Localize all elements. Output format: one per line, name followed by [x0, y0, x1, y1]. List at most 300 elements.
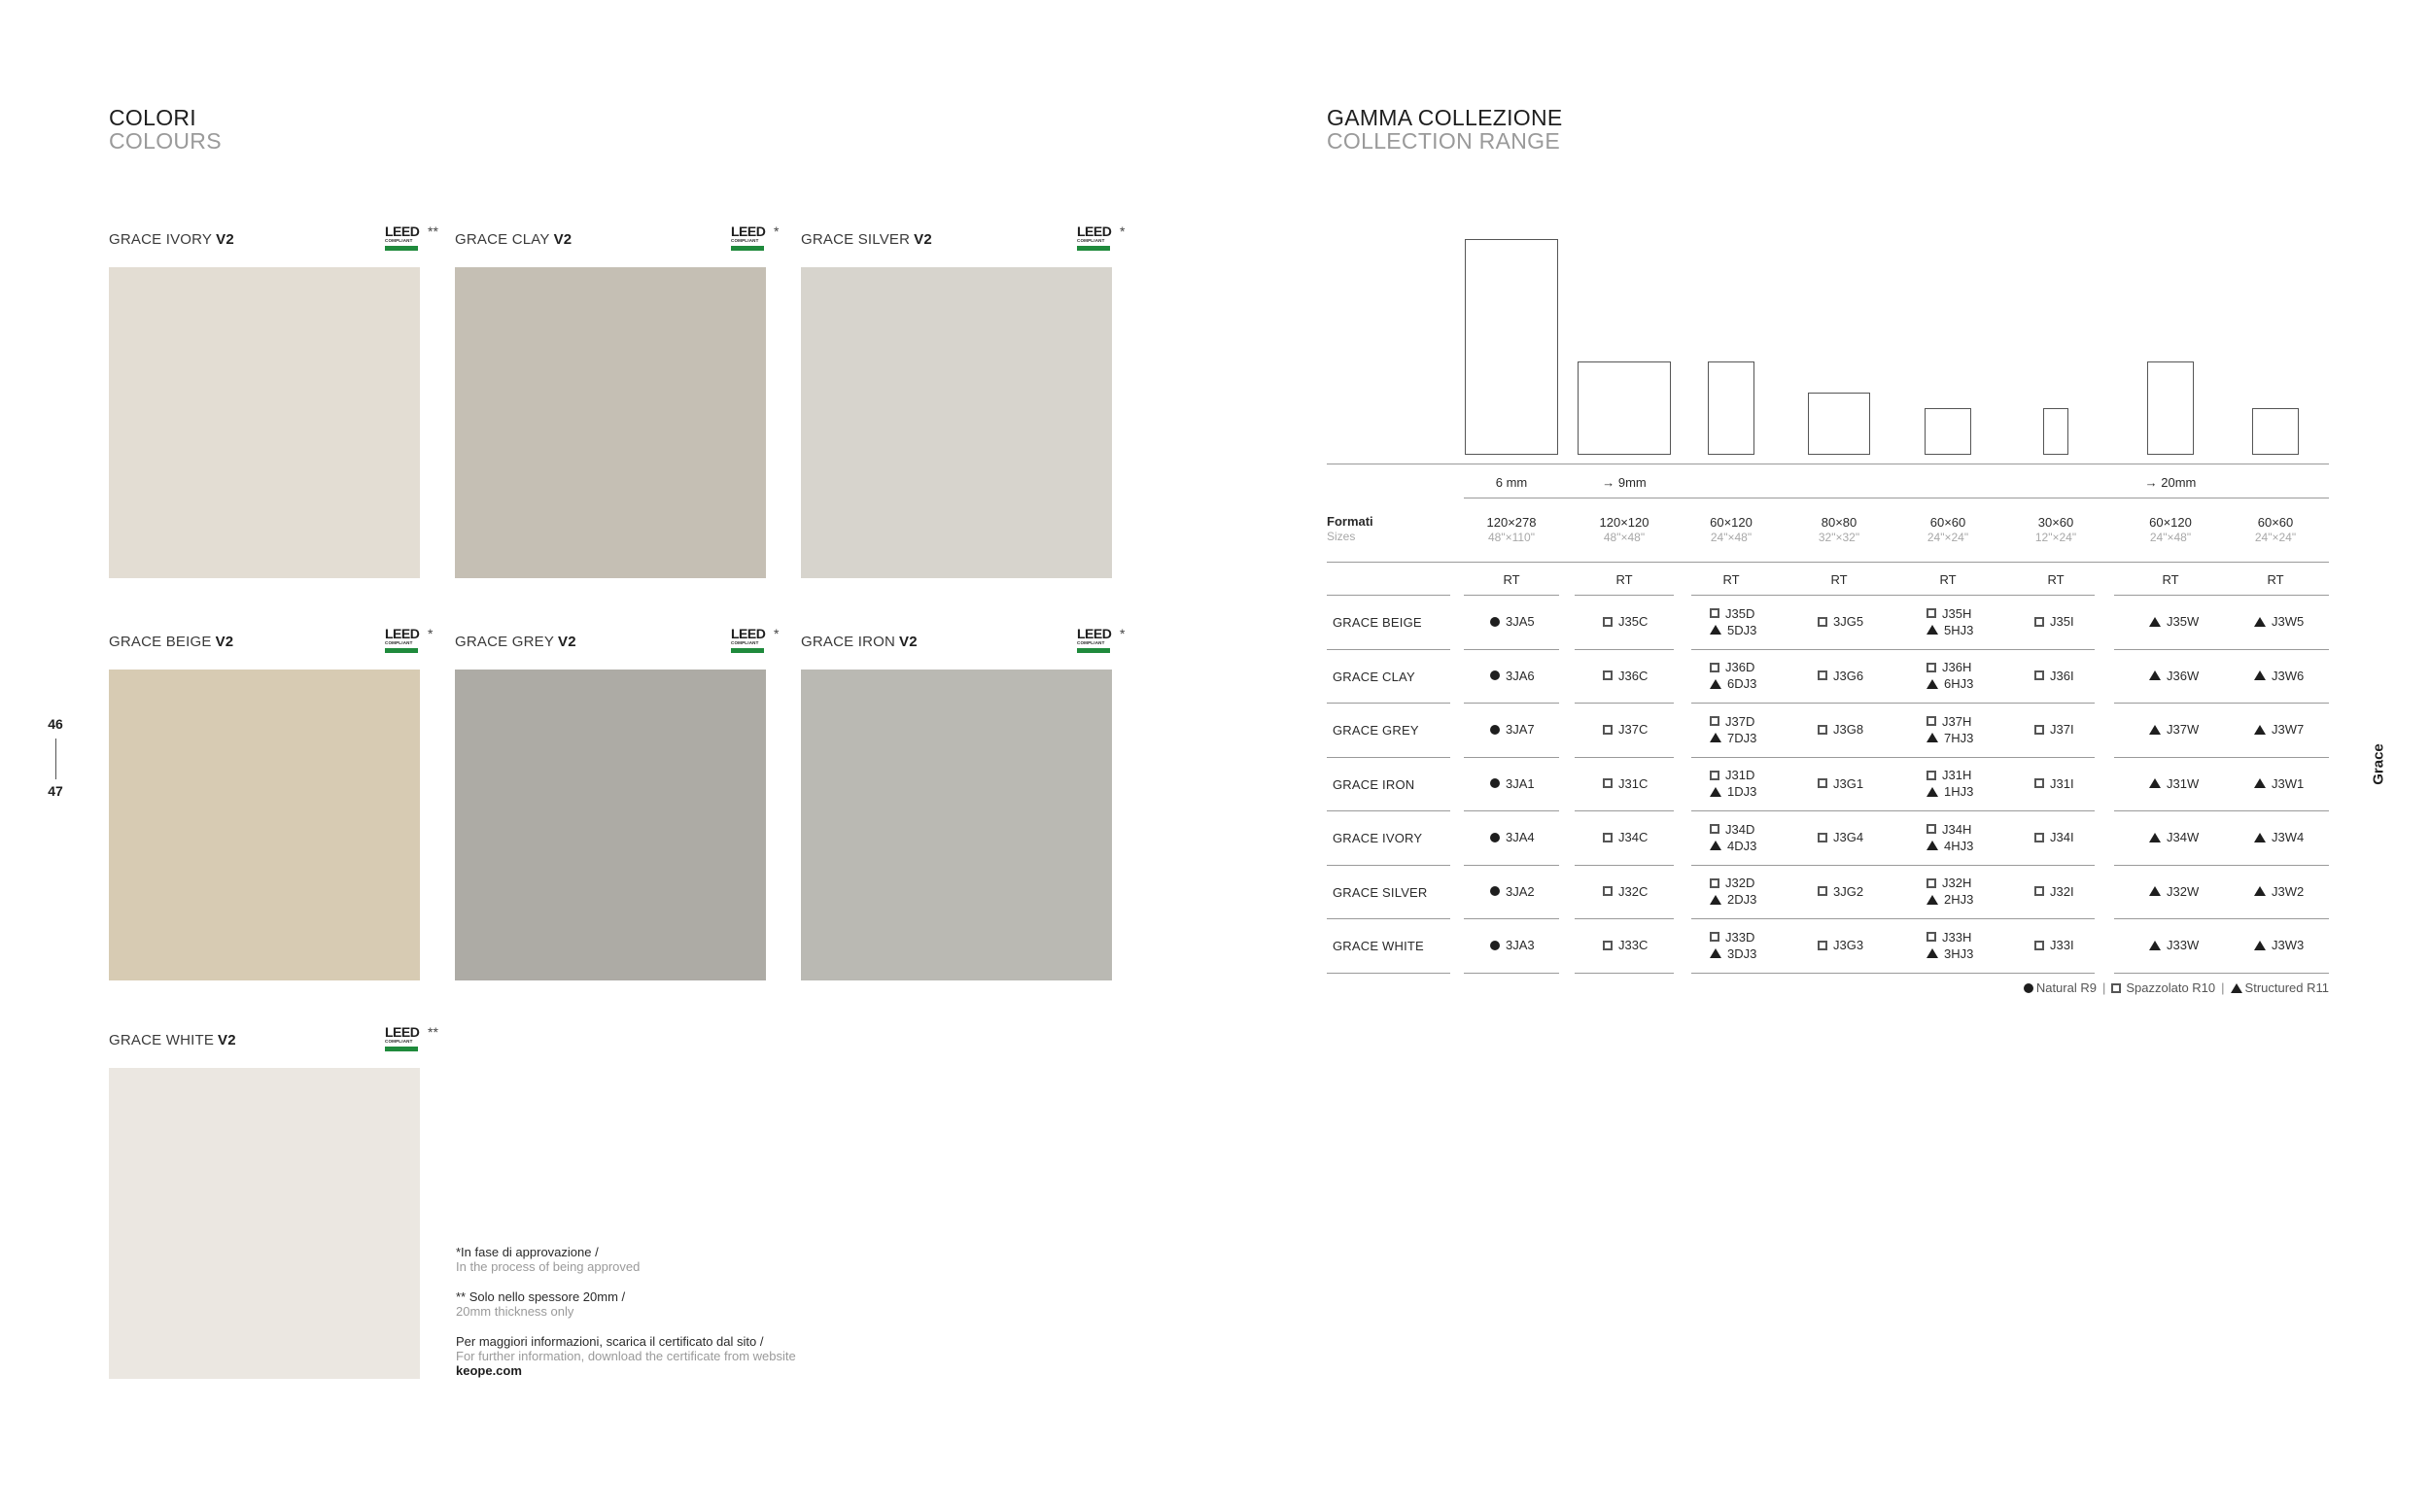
product-code-cell	[1710, 812, 1756, 863]
swatch-name: GRACE CLAY	[455, 231, 550, 248]
product-code-text: 2DJ3	[1727, 892, 1757, 908]
product-code-cell	[1927, 920, 1973, 971]
format-shape	[1578, 361, 1671, 455]
spazzolato-square-icon	[1603, 833, 1613, 842]
product-code-text: 3DJ3	[1727, 945, 1757, 961]
format-finish: RT	[1722, 572, 1740, 587]
product-code-text: J34I	[2050, 830, 2074, 845]
structured-triangle-icon	[2254, 670, 2266, 680]
product-code	[1927, 767, 1973, 783]
product-code-cell	[1490, 867, 1535, 917]
thickness-9mm: → 9mm	[1602, 475, 1647, 490]
product-code-text: 3JA2	[1506, 883, 1535, 899]
product-code-cell	[1818, 704, 1863, 755]
format-size-inch: 32"×32"	[1818, 531, 1860, 544]
product-code	[1818, 668, 1863, 684]
leed-word: LEED	[1077, 223, 1112, 239]
product-code-cell	[1490, 704, 1535, 755]
leed-compliant: COMPLIANT	[385, 238, 413, 243]
table-rule	[1327, 918, 1450, 919]
format-shape	[2147, 361, 2194, 455]
product-code	[1490, 883, 1535, 900]
format-finish: RT	[1939, 572, 1957, 587]
product-code-text: J35W	[2167, 614, 2200, 630]
spazzolato-square-icon	[1927, 824, 1936, 834]
thickness-6mm: 6 mm	[1495, 475, 1528, 490]
product-code-text: J33H	[1942, 929, 1972, 945]
structured-triangle-icon	[2149, 778, 2161, 788]
product-code-text: 7HJ3	[1944, 730, 1974, 745]
product-code	[1490, 775, 1535, 792]
product-code-text: J3W5	[2272, 614, 2305, 630]
format-shape	[1808, 393, 1870, 455]
product-code	[1818, 883, 1863, 900]
spazzolato-square-icon	[1603, 941, 1613, 950]
product-code	[1603, 937, 1648, 953]
note-approval-it: *In fase di approvazione /	[456, 1245, 599, 1259]
format-finish: RT	[2162, 572, 2179, 587]
spazzolato-square-icon	[1710, 932, 1719, 942]
product-code-text: J34W	[2167, 830, 2200, 845]
product-code-text: J3W3	[2272, 938, 2305, 953]
spazzolato-square-icon	[2034, 725, 2044, 735]
product-code	[1710, 622, 1756, 638]
product-code-text: J35C	[1618, 614, 1649, 630]
product-code-text: 3JA3	[1506, 938, 1535, 953]
row-collection-name: GRACE BEIGE	[1333, 615, 1422, 630]
product-code-cell	[1490, 651, 1535, 702]
table-rule	[1691, 865, 2095, 866]
product-code-cell	[1818, 867, 1863, 917]
product-code	[2149, 937, 2199, 953]
spazzolato-square-icon	[1603, 778, 1613, 788]
structured-triangle-icon	[1927, 679, 1938, 689]
product-code	[1710, 875, 1756, 891]
structured-triangle-icon	[2149, 886, 2161, 896]
product-code-text: J3W6	[2272, 668, 2305, 683]
leed-bar	[385, 246, 418, 251]
swatch-tile	[109, 1068, 420, 1379]
swatch-version: V2	[914, 231, 932, 248]
product-code	[1818, 775, 1863, 792]
leed-badge	[731, 225, 766, 251]
product-code-text: J3G8	[1833, 722, 1864, 738]
table-rule	[2114, 757, 2329, 758]
spazzolato-square-icon	[1818, 833, 1827, 842]
legend-structured: Structured R11	[2244, 980, 2329, 995]
product-code	[1927, 821, 1973, 838]
product-code-cell	[2254, 867, 2304, 917]
row-collection-name: GRACE CLAY	[1333, 669, 1415, 684]
product-code-text: 3JA1	[1506, 775, 1535, 791]
product-code-cell	[1927, 867, 1973, 917]
structured-triangle-icon	[2149, 941, 2161, 950]
product-code-cell	[2034, 704, 2074, 755]
product-code-cell	[2149, 812, 2199, 863]
product-code-text: J32C	[1618, 883, 1649, 899]
product-code-cell	[1927, 812, 1973, 863]
product-code-cell	[2149, 651, 2199, 702]
product-code	[1927, 945, 1973, 962]
table-rule	[2114, 973, 2329, 974]
spazzolato-square-icon	[2111, 983, 2121, 993]
product-code-text: J34C	[1618, 830, 1649, 845]
note-thickness-en: 20mm thickness only	[456, 1304, 574, 1319]
leed-badge	[385, 225, 420, 251]
leed-note-marker: *	[1120, 223, 1126, 239]
product-code-cell	[1603, 812, 1648, 863]
product-code	[1818, 829, 1863, 845]
product-code	[1927, 929, 1973, 945]
leed-compliant: COMPLIANT	[1077, 640, 1105, 645]
product-code-text: 3JA6	[1506, 668, 1535, 683]
product-code-text: 2HJ3	[1944, 892, 1974, 908]
natural-dot-icon	[1490, 833, 1500, 842]
product-code	[1818, 613, 1863, 630]
leed-badge	[731, 628, 766, 653]
spazzolato-square-icon	[1710, 608, 1719, 618]
product-code	[2254, 775, 2304, 792]
spazzolato-square-icon	[2034, 833, 2044, 842]
product-code	[2254, 721, 2304, 738]
table-rule	[1327, 757, 1450, 758]
range-title: GAMMA COLLEZIONE	[1327, 105, 1563, 130]
product-code	[2254, 829, 2304, 845]
product-code-text: J33D	[1725, 929, 1755, 945]
product-code	[1927, 875, 1973, 891]
website-link[interactable]: keope.com	[456, 1363, 522, 1378]
product-code-cell	[2034, 651, 2074, 702]
product-code	[1603, 829, 1648, 845]
note-thickness-it: ** Solo nello spessore 20mm /	[456, 1289, 626, 1304]
swatch-name: GRACE WHITE	[109, 1032, 215, 1048]
product-code-text: J3G3	[1833, 938, 1864, 953]
swatch-tile	[455, 267, 766, 578]
product-code	[2149, 613, 2199, 630]
leed-word: LEED	[385, 223, 420, 239]
product-code-text: J37W	[2167, 722, 2200, 738]
product-code-text: J32H	[1942, 876, 1972, 891]
product-code	[1710, 730, 1756, 746]
spazzolato-square-icon	[1927, 608, 1936, 618]
product-code-cell	[1818, 597, 1863, 647]
product-code-cell	[2034, 867, 2074, 917]
product-code-text: J35H	[1942, 605, 1972, 621]
product-code	[1603, 883, 1648, 900]
table-rule	[1327, 865, 1450, 866]
structured-triangle-icon	[2254, 833, 2266, 842]
product-code-text: J32D	[1725, 876, 1755, 891]
product-code-text: 3JA7	[1506, 722, 1535, 738]
spazzolato-square-icon	[1927, 878, 1936, 888]
product-code-cell	[1818, 920, 1863, 971]
product-code	[1927, 713, 1973, 730]
product-code-cell	[2254, 920, 2304, 971]
product-code	[1818, 721, 1863, 738]
leed-word: LEED	[731, 626, 766, 641]
structured-triangle-icon	[1927, 948, 1938, 958]
structured-triangle-icon	[2254, 778, 2266, 788]
product-code	[1710, 659, 1756, 675]
product-code-text: 5HJ3	[1944, 622, 1974, 637]
note-info-it: Per maggiori informazioni, scarica il certificato dal sito /	[456, 1334, 764, 1349]
product-code-text: J32W	[2167, 883, 2200, 899]
spazzolato-square-icon	[1927, 932, 1936, 942]
spazzolato-square-icon	[1710, 878, 1719, 888]
structured-triangle-icon	[1710, 679, 1721, 689]
spazzolato-square-icon	[1927, 771, 1936, 780]
structured-triangle-icon	[2149, 670, 2161, 680]
leed-badge	[1077, 225, 1112, 251]
format-size-cm: 30×60	[2037, 515, 2074, 530]
page-number-left: 46	[48, 716, 63, 732]
product-code-text: 3JG2	[1833, 883, 1864, 899]
product-code	[1927, 622, 1973, 638]
product-code-text: J33C	[1618, 938, 1649, 953]
swatch-label	[109, 1032, 236, 1048]
product-code	[1710, 838, 1756, 854]
table-rule	[1575, 649, 1674, 650]
leed-bar	[385, 1047, 418, 1051]
swatch-tile	[455, 670, 766, 980]
leed-compliant: COMPLIANT	[385, 640, 413, 645]
product-code-cell	[1603, 651, 1648, 702]
structured-triangle-icon	[2254, 617, 2266, 627]
swatch-name: GRACE IRON	[801, 634, 896, 650]
format-size-inch: 48"×110"	[1487, 531, 1535, 544]
product-code	[1490, 668, 1535, 684]
product-code-text: J31C	[1618, 775, 1649, 791]
natural-dot-icon	[1490, 778, 1500, 788]
structured-triangle-icon	[1927, 787, 1938, 797]
format-size-cm: 80×80	[1821, 515, 1857, 530]
product-code-text: J37I	[2050, 722, 2074, 738]
leed-note-marker: *	[774, 626, 780, 641]
natural-dot-icon	[1490, 941, 1500, 950]
product-code-text: J34D	[1725, 821, 1755, 837]
leed-badge	[1077, 628, 1112, 653]
product-code-text: 6HJ3	[1944, 676, 1974, 692]
note-approval-en: In the process of being approved	[456, 1259, 641, 1274]
spazzolato-square-icon	[1818, 778, 1827, 788]
leed-word: LEED	[731, 223, 766, 239]
row-collection-name: GRACE SILVER	[1333, 884, 1428, 900]
product-code-cell	[1603, 759, 1648, 809]
product-code	[1710, 767, 1756, 783]
swatch-name: GRACE BEIGE	[109, 634, 212, 650]
product-code	[1490, 937, 1535, 953]
table-rule	[1691, 703, 2095, 704]
product-code-cell	[1710, 867, 1756, 917]
table-rule	[2114, 918, 2329, 919]
table-rule	[2114, 703, 2329, 704]
product-code-cell	[2254, 651, 2304, 702]
product-code-text: J36W	[2167, 668, 2200, 683]
swatch-version: V2	[558, 634, 576, 650]
product-code-text: J33W	[2167, 938, 2200, 953]
product-code	[1490, 721, 1535, 738]
structured-triangle-icon	[2254, 886, 2266, 896]
table-rule	[1575, 703, 1674, 704]
range-subtitle: COLLECTION RANGE	[1327, 128, 1560, 154]
leed-bar	[731, 648, 764, 653]
product-code-cell	[1603, 867, 1648, 917]
format-size-cm: 120×278	[1486, 515, 1537, 530]
table-rule	[1464, 865, 1559, 866]
product-code-text: 3HJ3	[1944, 945, 1974, 961]
leed-compliant: COMPLIANT	[385, 1039, 413, 1044]
product-code-text: J35I	[2050, 614, 2074, 630]
structured-triangle-icon	[1710, 895, 1721, 905]
swatch-name: GRACE SILVER	[801, 231, 911, 248]
product-code	[1490, 613, 1535, 630]
product-code-cell	[2149, 920, 2199, 971]
product-code-text: J3W7	[2272, 722, 2305, 738]
product-code	[1710, 821, 1756, 838]
product-code-text: J36I	[2050, 668, 2074, 683]
product-code	[2149, 775, 2199, 792]
product-code	[2254, 668, 2304, 684]
table-rule	[1464, 918, 1559, 919]
leed-bar	[731, 246, 764, 251]
product-code	[1710, 891, 1756, 908]
product-code-text: J37D	[1725, 713, 1755, 729]
formats-label: Formati	[1327, 514, 1373, 529]
spazzolato-square-icon	[1927, 716, 1936, 726]
spazzolato-square-icon	[1603, 617, 1613, 627]
spazzolato-square-icon	[2034, 670, 2044, 680]
product-code	[2254, 937, 2304, 953]
swatch-label	[109, 231, 234, 248]
spazzolato-square-icon	[1710, 663, 1719, 672]
leed-word: LEED	[1077, 626, 1112, 641]
table-rule	[1327, 649, 1450, 650]
product-code-text: J3G1	[1833, 775, 1864, 791]
product-code-cell	[2254, 597, 2304, 647]
row-collection-name: GRACE IRON	[1333, 776, 1415, 792]
product-code-text: 7DJ3	[1727, 730, 1757, 745]
swatch-version: V2	[899, 634, 918, 650]
format-size-inch: 48"×48"	[1603, 531, 1646, 544]
format-finish: RT	[1503, 572, 1520, 587]
spazzolato-square-icon	[1818, 941, 1827, 950]
spazzolato-square-icon	[2034, 617, 2044, 627]
format-shape	[2252, 408, 2299, 455]
format-size-cm: 60×120	[1710, 515, 1753, 530]
product-code-cell	[1490, 812, 1535, 863]
table-rule	[1575, 973, 1674, 974]
product-code-text: J36C	[1618, 668, 1649, 683]
product-code-cell	[1710, 704, 1756, 755]
row-collection-name: GRACE GREY	[1333, 723, 1419, 738]
table-rule	[2114, 810, 2329, 811]
table-rule	[1575, 757, 1674, 758]
table-rule	[1575, 865, 1674, 866]
product-code	[1927, 891, 1973, 908]
product-code	[2034, 829, 2074, 845]
product-code-cell	[1490, 597, 1535, 647]
format-shape	[2043, 408, 2068, 455]
structured-triangle-icon	[1927, 733, 1938, 742]
leed-bar	[1077, 648, 1110, 653]
product-code	[2254, 883, 2304, 900]
structured-triangle-icon	[1710, 625, 1721, 635]
spazzolato-square-icon	[2034, 941, 2044, 950]
spazzolato-square-icon	[2034, 886, 2044, 896]
table-rule	[1464, 595, 1559, 596]
product-code-text: J31D	[1725, 768, 1755, 783]
format-size-inch: 24"×24"	[2254, 531, 2297, 544]
leed-note-marker: *	[774, 223, 780, 239]
table-rule	[2114, 595, 2329, 596]
product-code-text: J37H	[1942, 713, 1972, 729]
spazzolato-square-icon	[1603, 725, 1613, 735]
swatch-label	[455, 634, 576, 650]
product-code-text: 5DJ3	[1727, 622, 1757, 637]
structured-triangle-icon	[1710, 948, 1721, 958]
table-rule	[1327, 703, 1450, 704]
format-size-inch: 24"×24"	[1927, 531, 1969, 544]
table-rule	[1327, 595, 1450, 596]
swatch-version: V2	[216, 231, 234, 248]
table-rule	[1691, 757, 2095, 758]
structured-triangle-icon	[1710, 733, 1721, 742]
legend-natural: Natural R9	[2035, 980, 2097, 995]
product-code	[1710, 945, 1756, 962]
table-rule	[1575, 595, 1674, 596]
product-code-text: 4HJ3	[1944, 838, 1974, 853]
swatch-tile	[109, 267, 420, 578]
product-code-text: J35D	[1725, 605, 1755, 621]
swatch-tile	[109, 670, 420, 980]
spazzolato-square-icon	[1818, 670, 1827, 680]
product-code-text: J31W	[2167, 775, 2200, 791]
swatch-name: GRACE IVORY	[109, 231, 213, 248]
swatch-label	[455, 231, 572, 248]
table-rule	[1691, 810, 2095, 811]
finish-legend	[2024, 980, 2329, 995]
product-code-text: J3G6	[1833, 668, 1864, 683]
format-shape	[1925, 408, 1971, 455]
leed-note-marker: *	[428, 626, 434, 641]
structured-triangle-icon	[1927, 895, 1938, 905]
table-rule	[1464, 810, 1559, 811]
format-size-inch: 12"×24"	[2034, 531, 2077, 544]
format-size-cm: 60×60	[2257, 515, 2294, 530]
product-code-cell	[1927, 651, 1973, 702]
product-code	[2034, 721, 2074, 738]
product-code-text: 1HJ3	[1944, 784, 1974, 800]
product-code-cell	[1927, 597, 1973, 647]
legend-separator: |	[2221, 980, 2225, 995]
leed-compliant: COMPLIANT	[1077, 238, 1105, 243]
product-code-cell	[1927, 704, 1973, 755]
product-code-text: 6DJ3	[1727, 676, 1757, 692]
product-code	[1603, 775, 1648, 792]
swatch-tile	[801, 670, 1112, 980]
leed-compliant: COMPLIANT	[731, 238, 759, 243]
table-rule	[1575, 810, 1674, 811]
swatch-version: V2	[553, 231, 573, 248]
product-code-text: 3JA5	[1506, 614, 1535, 630]
table-rule	[1691, 918, 2095, 919]
leed-bar	[1077, 246, 1110, 251]
product-code-text: J3G4	[1833, 830, 1864, 845]
product-code	[1710, 783, 1756, 800]
product-code-cell	[2254, 704, 2304, 755]
product-code-cell	[1710, 597, 1756, 647]
table-rule	[1327, 562, 2329, 563]
